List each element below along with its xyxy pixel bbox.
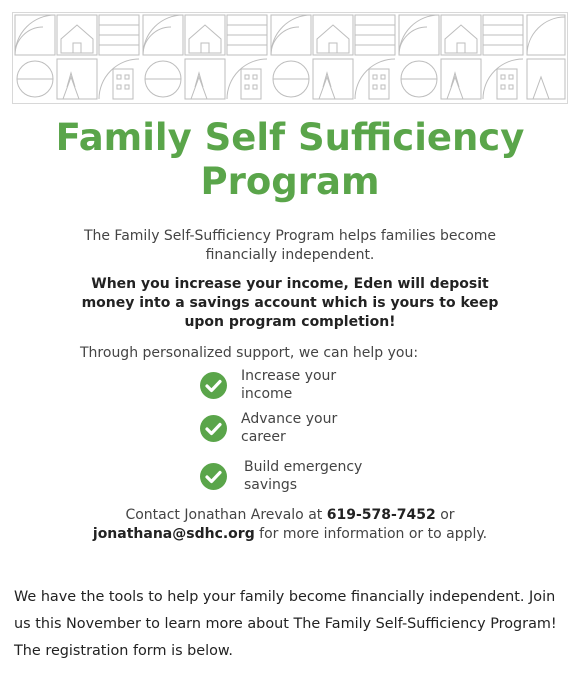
contact-info: Contact Jonathan Arevalo at 619-578-7452 or jonathana@sdhc.org for more information or to apply.: [92, 507, 488, 542]
check-circle-icon: [200, 415, 227, 442]
benefit-item: [200, 410, 390, 450]
benefit-item: [200, 367, 390, 407]
intro-text: The Family Self-Sufficiency Program helps families become financially independent.: [83, 228, 497, 263]
contact-email: jonathana@sdhc.org: [92, 526, 255, 542]
contact-phone: 619-578-7452: [326, 507, 436, 523]
benefit-text: Advance your career: [241, 411, 338, 445]
benefit-item: [200, 458, 390, 498]
support-lead-text: Through personalized support, we can help you:: [80, 345, 419, 361]
benefit-text: Build emergency savings: [244, 459, 363, 493]
check-circle-icon: [200, 372, 227, 399]
savings-message: When you increase your income, Eden will deposit money into a savings account which is yours to keep upon program completion!: [81, 276, 499, 330]
benefit-text: Increase your income: [241, 368, 337, 402]
title-line-2: Program: [200, 160, 380, 203]
neighborhood-pattern-icon: [13, 13, 567, 103]
title-line-1: Family Self Sufficiency: [55, 116, 525, 159]
check-circle-icon: [200, 463, 227, 490]
flyer-title: [12, 116, 568, 204]
flyer-image: [12, 12, 568, 552]
decorative-banner: [12, 12, 568, 104]
article-paragraph: We have the tools to help your family become financially independent. Join us this November to learn more about The Family Self-Sufficiency Program! The registration form is below.: [14, 589, 557, 660]
